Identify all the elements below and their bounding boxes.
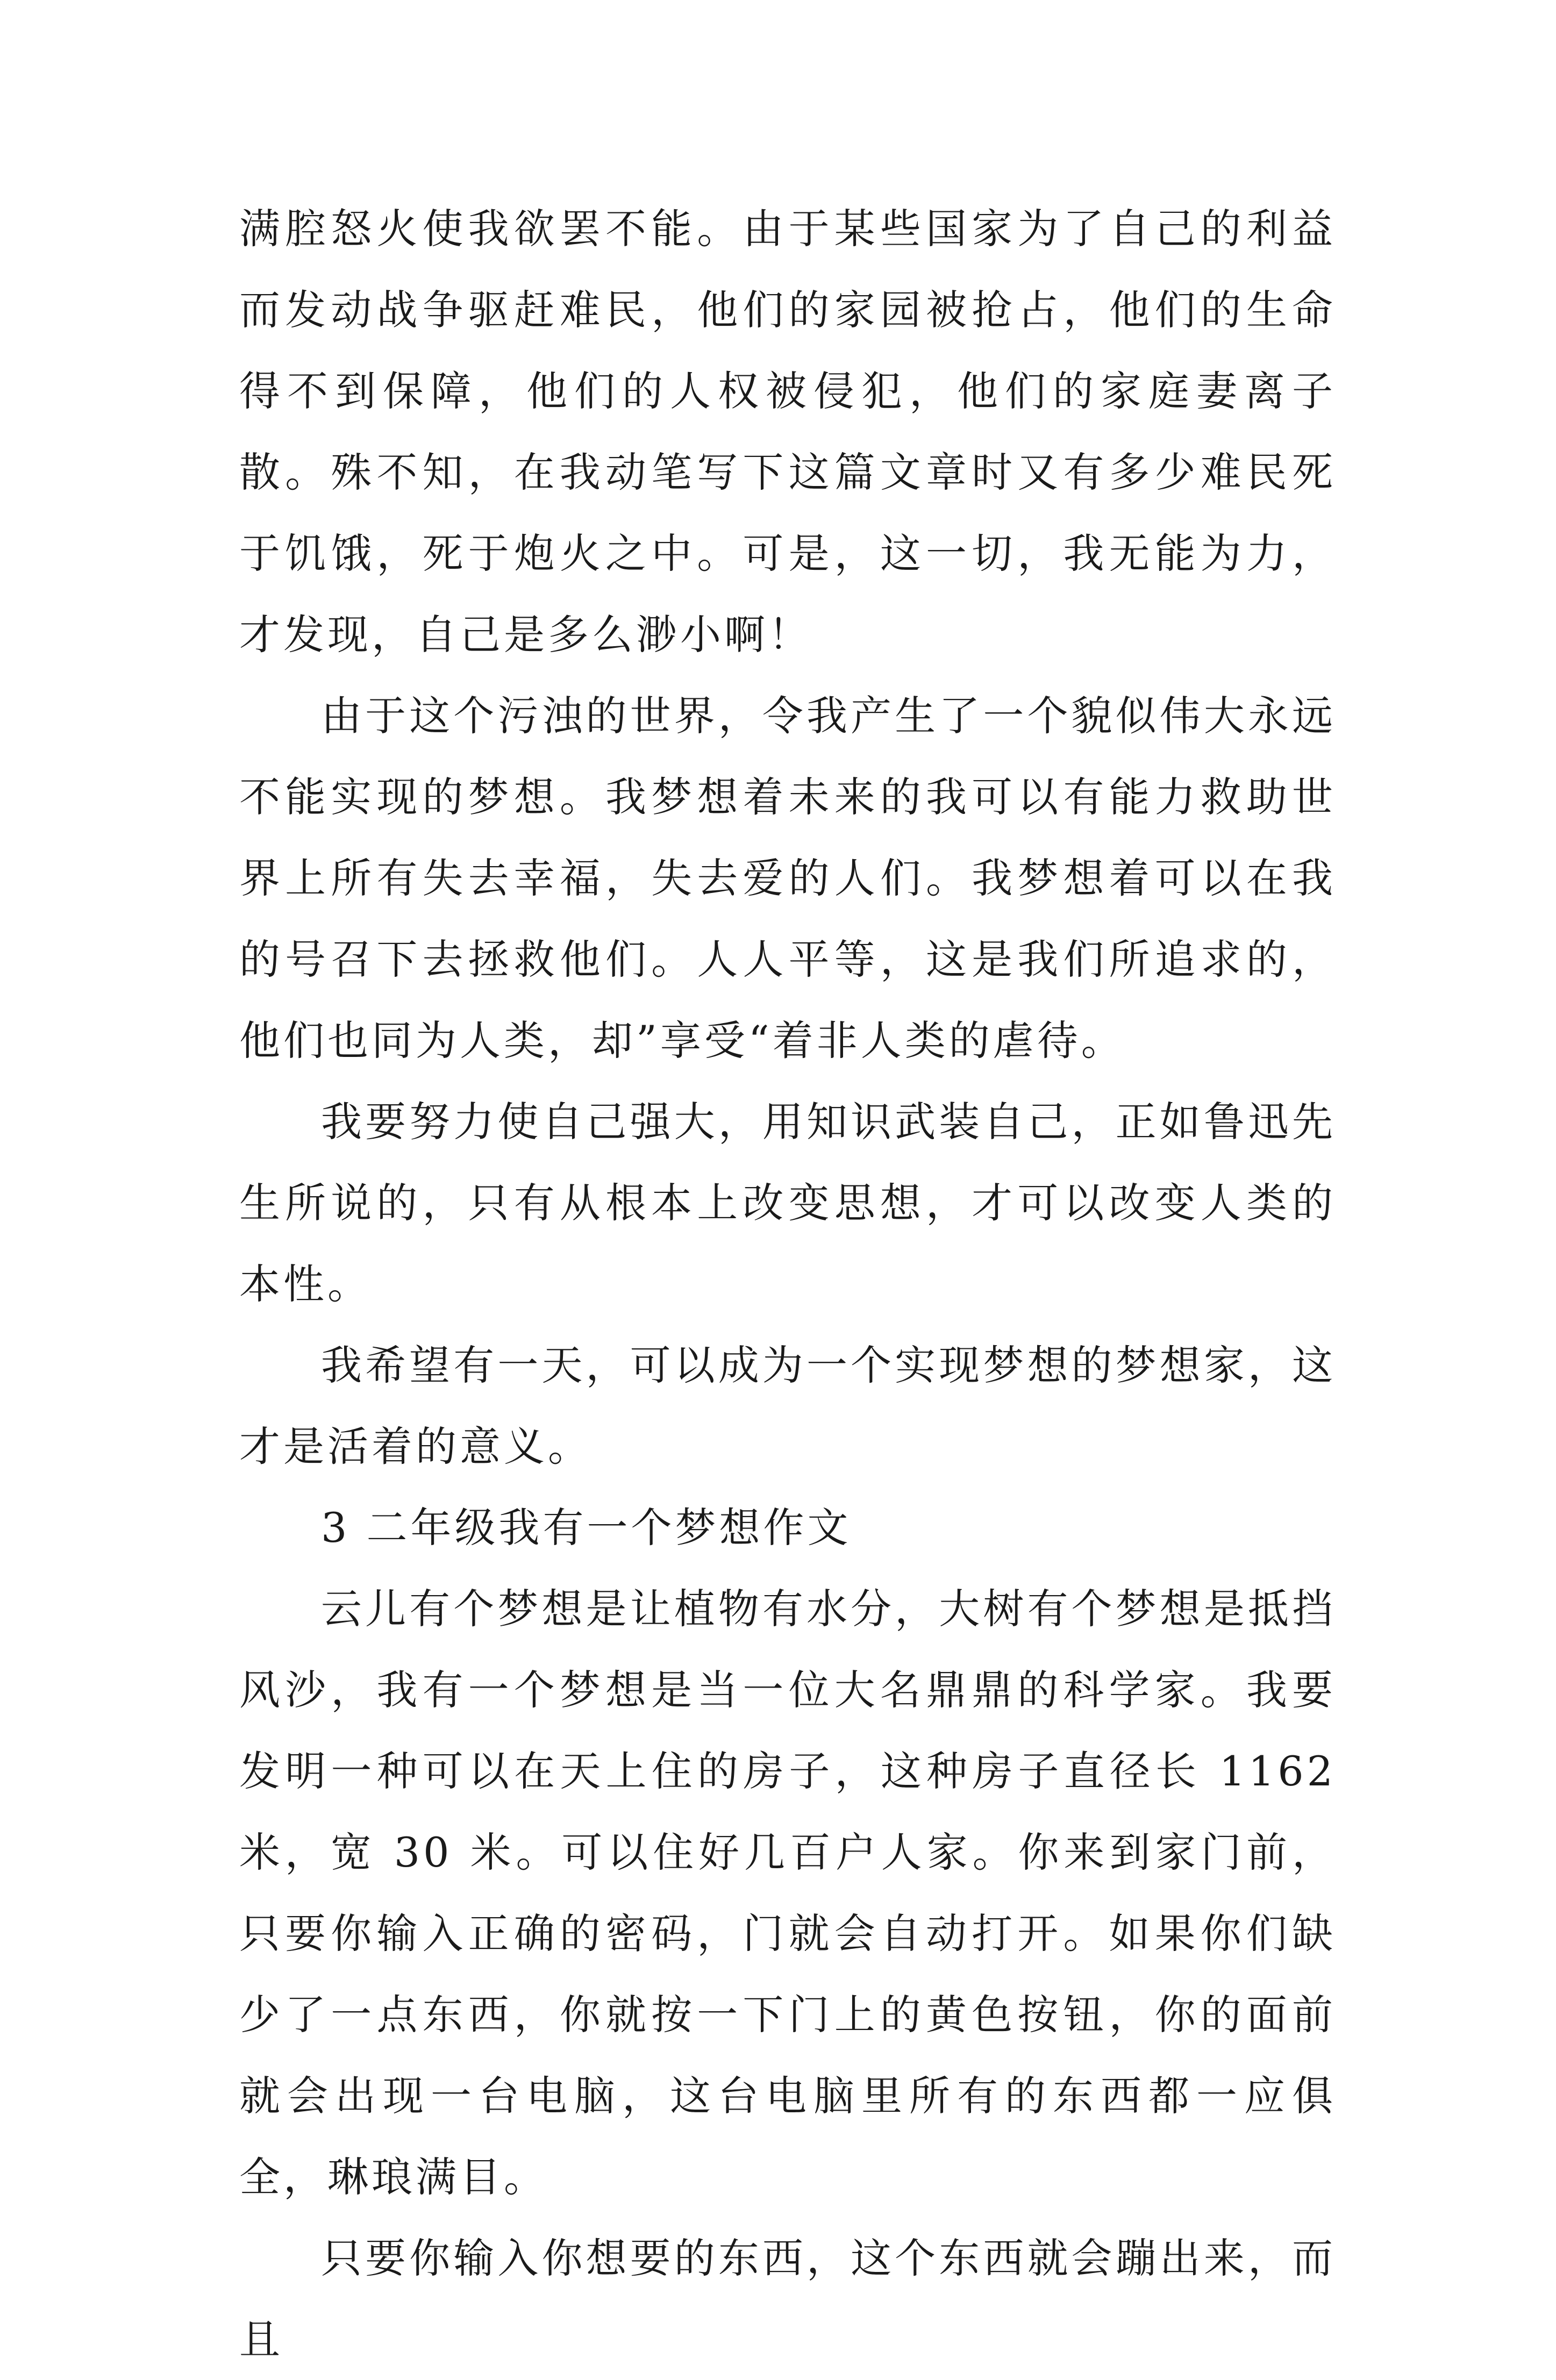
- paragraph-6: 只要你输入你想要的东西，这个东西就会蹦出来，而且: [239, 2234, 1336, 2363]
- paragraph-2: 由于这个污浊的世界，令我产生了一个貌似伟大永远不能实现的梦想。我梦想着未来的我可以有能力救助世界上所有失去幸福，失去爱的人们。我梦想着可以在我的号召下去拯救他们。人人平等，这是我们所追求的，他们也同为人类，却”享受“着非人类的虐待。: [239, 692, 1336, 1064]
- paragraph-4: 我希望有一天，可以成为一个实现梦想的梦想家，这才是活着的意义。: [239, 1341, 1336, 1470]
- section-heading: 3 二年级我有一个梦想作文: [321, 1504, 852, 1552]
- paragraph-1: 满腔怒火使我欲罢不能。由于某些国家为了自己的利益而发动战争驱赶难民，他们的家园被抢占，他们的生命得不到保障，他们的人权被侵犯，他们的家庭妻离子散。殊不知，在我动笔写下这篇文章时又有多少难民死于饥饿，死于炮火之中。可是，这一切，我无能为力，才发现，自己是多么渺小啊！: [239, 205, 1336, 659]
- paragraph-5: 云儿有个梦想是让植物有水分，大树有个梦想是抵挡风沙，我有一个梦想是当一位大名鼎鼎的科学家。我要发明一种可以在天上住的房子，这种房子直径长 1162 米，宽 30 米。可以住好几百户人家。你来到家门前，只要你输入正确的密码，门就会自动打开。如果你们缺少了一点东西，你就按一下门上的黄色按钮，你的面前就会出现一台电脑，这台电脑里所有的东西都一应俱全，琳琅满目。: [239, 1585, 1336, 2201]
- document-body: [239, 188, 1336, 2380]
- paragraph-3: 我要努力使自己强大，用知识武装自己，正如鲁迅先生所说的，只有从根本上改变思想，才可以改变人类的本性。: [239, 1098, 1336, 1308]
